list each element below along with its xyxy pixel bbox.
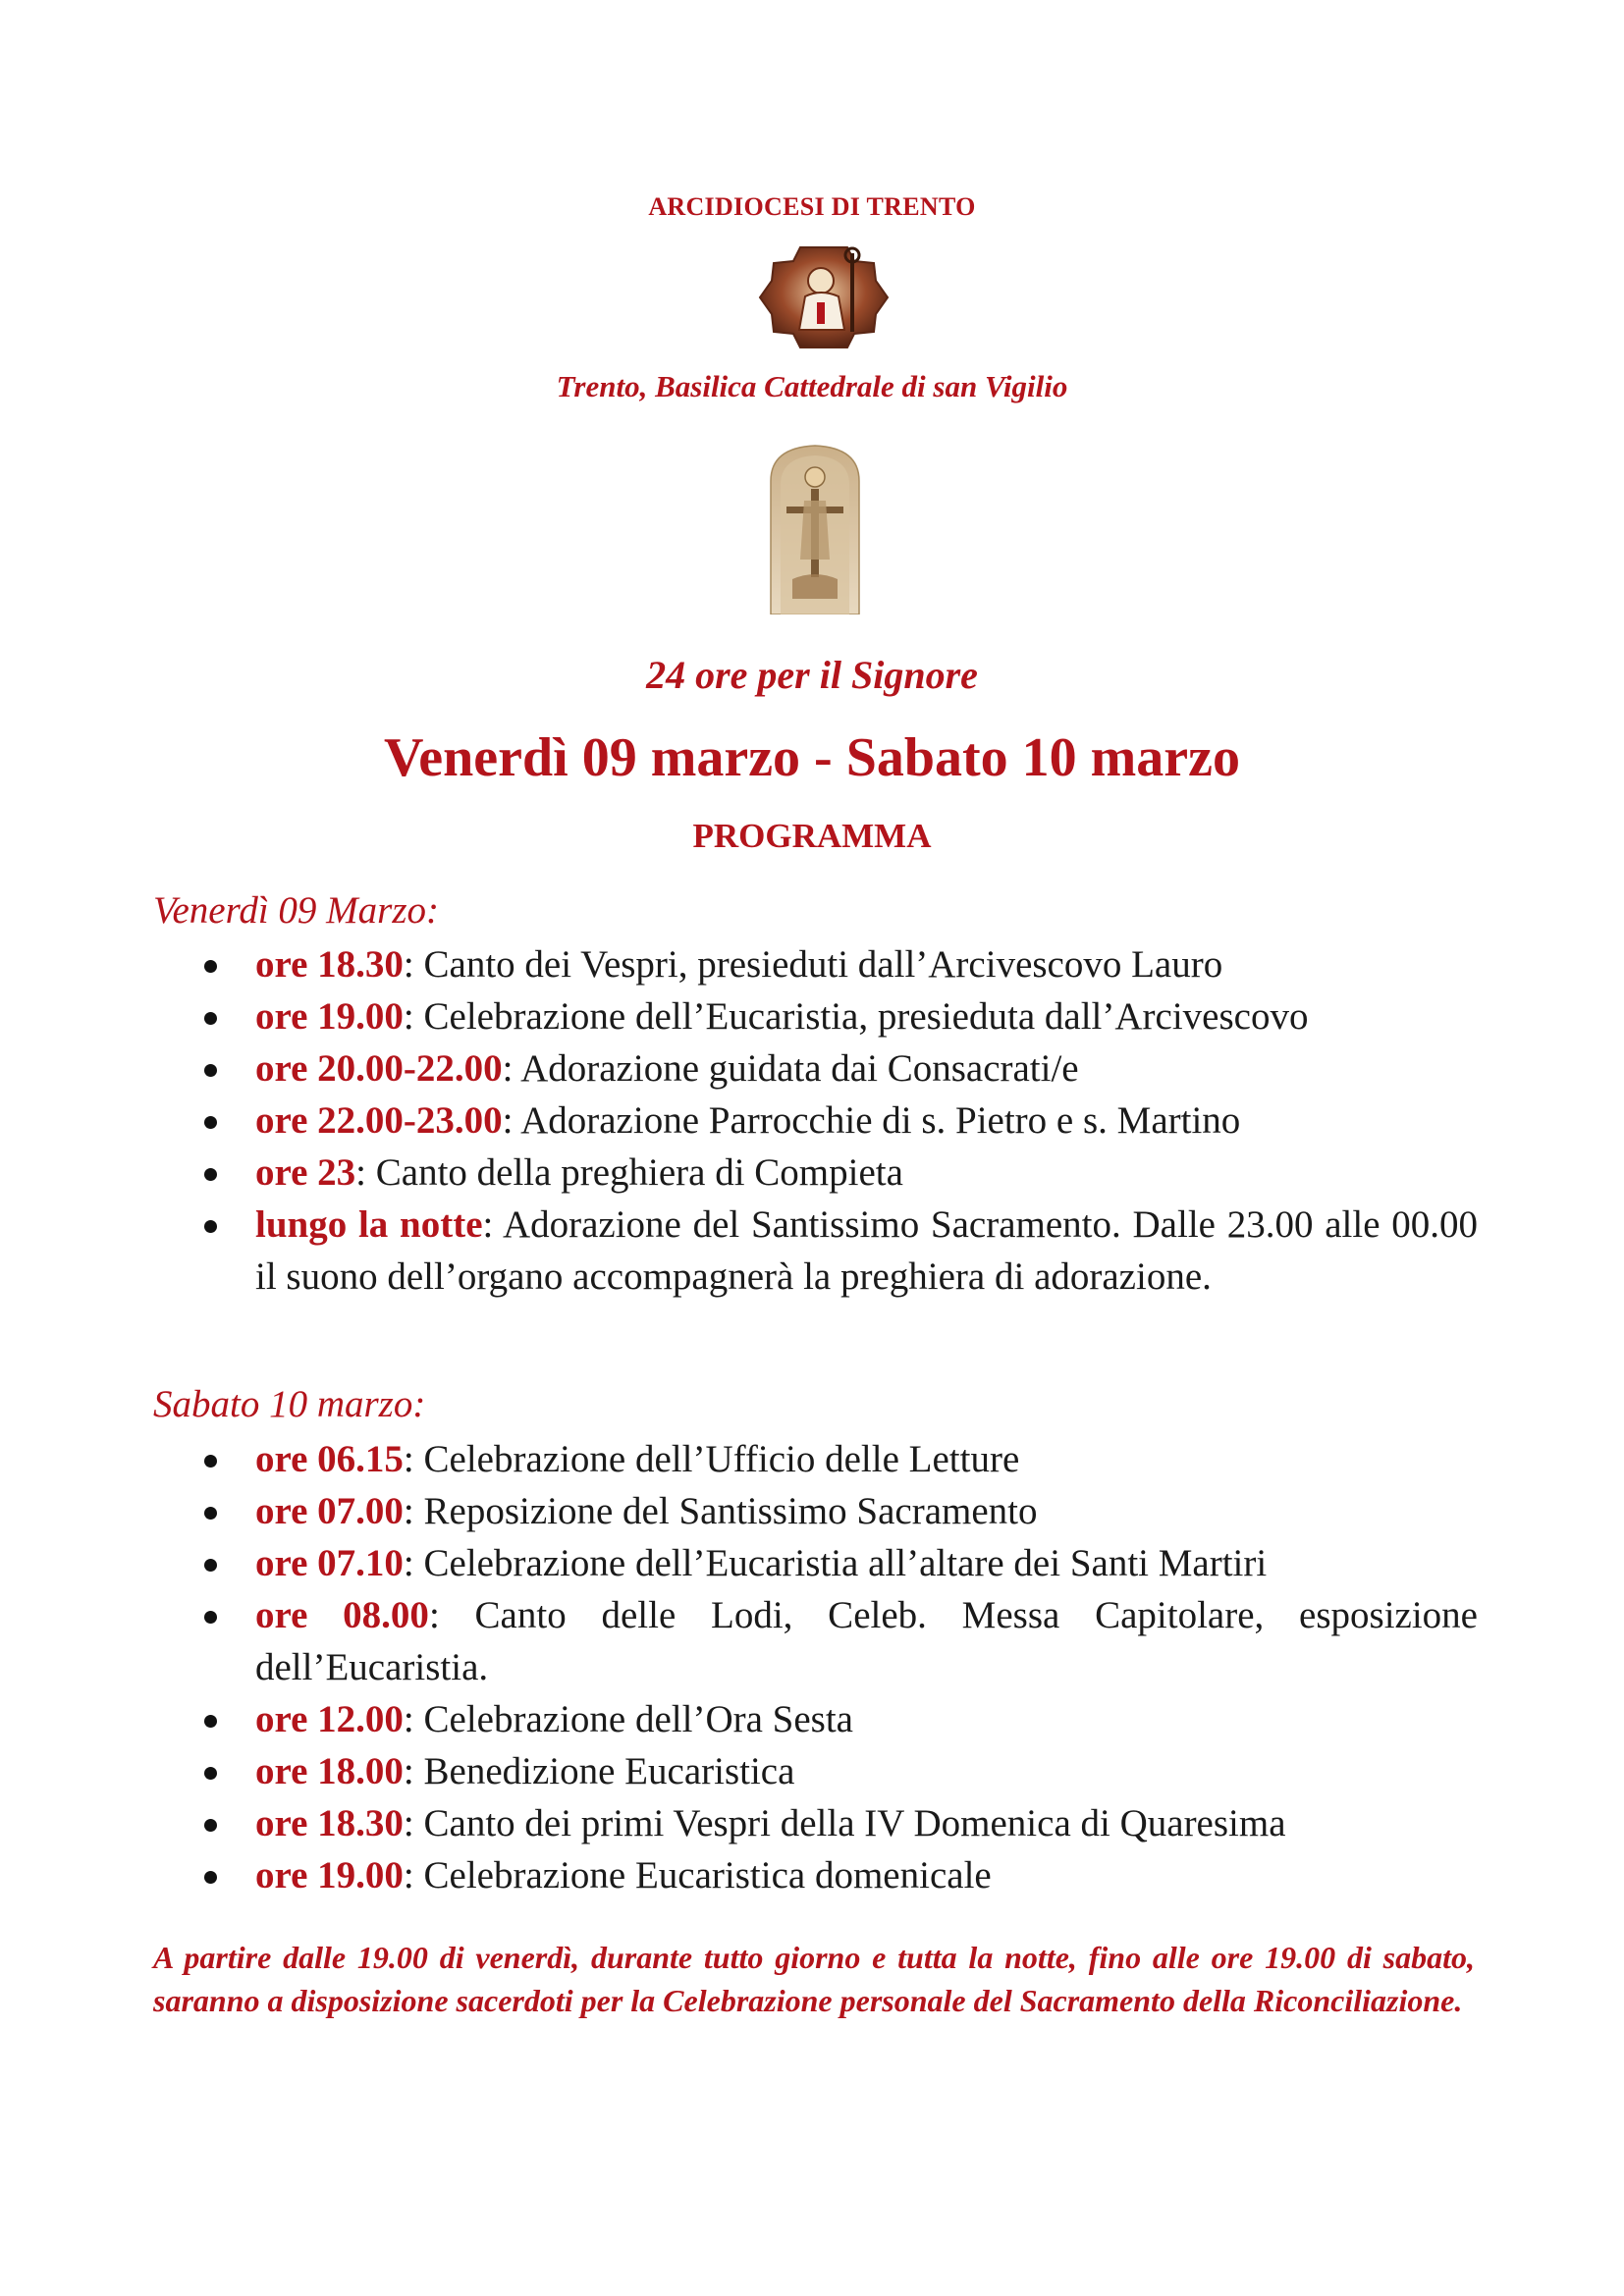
trinity-fresco-icon [765, 442, 865, 614]
program-heading: PROGRAMMA [692, 817, 932, 855]
archdiocese-name: ARCIDIOCESI DI TRENTO [648, 192, 976, 221]
schedule-text: : Reposizione del Santissimo Sacramento [403, 1490, 1038, 1532]
bullet-icon [204, 1220, 217, 1233]
schedule-time: ore 19.00 [255, 1854, 404, 1896]
schedule-time: ore 23 [255, 1151, 356, 1194]
schedule-text: : Canto della preghiera di Compieta [355, 1151, 903, 1194]
schedule-time: ore 07.00 [255, 1490, 404, 1532]
schedule-text: : Celebrazione dell’Eucaristia, presieduta dall’Arcivescovo [403, 995, 1309, 1038]
event-dates-title: Venerdì 09 marzo - Sabato 10 marzo [383, 727, 1241, 788]
day-heading-friday: Venerdì 09 Marzo: [153, 889, 440, 932]
bullet-icon [204, 1611, 217, 1624]
schedule-text: : Adorazione guidata dai Consacrati/e [502, 1047, 1079, 1090]
confession-note: A partire dalle 19.00 di venerdì, durante tutto giorno e tutta la notte, fino alle ore 19.00 di sabato, saranno a disposizione sacerdoti per la Celebrazione personale del Sacramento della Riconciliazione. [153, 1940, 1475, 2018]
bullet-icon [204, 1715, 217, 1728]
schedule-item [0, 990, 1478, 1042]
schedule-item [0, 1147, 1478, 1199]
schedule-text: : Celebrazione dell’Ora Sesta [403, 1698, 853, 1740]
schedule-text: : Celebrazione Eucaristica domenicale [403, 1854, 992, 1896]
schedule-time: ore 19.00 [255, 995, 404, 1038]
bullet-icon [204, 1559, 217, 1572]
schedule-text: : Canto dei primi Vespri della IV Domenica di Quaresima [403, 1802, 1286, 1844]
event-subtitle: 24 ore per il Signore [646, 653, 978, 697]
bullet-icon [204, 1767, 217, 1780]
bullet-icon [204, 960, 217, 973]
schedule-time: ore 07.10 [255, 1542, 404, 1584]
schedule-text: : Celebrazione dell’Eucaristia all’altare dei Santi Martiri [403, 1542, 1268, 1584]
schedule-time: ore 22.00-23.00 [255, 1099, 503, 1142]
bullet-icon [204, 1116, 217, 1129]
bullet-icon [204, 1168, 217, 1181]
schedule-item [0, 1693, 1478, 1745]
bullet-icon [204, 1012, 217, 1025]
bullet-icon [204, 1507, 217, 1520]
schedule-item [0, 1485, 1478, 1537]
bullet-icon [204, 1819, 217, 1832]
schedule-item [0, 1199, 1478, 1303]
day-heading-saturday: Sabato 10 marzo: [153, 1383, 426, 1425]
bullet-icon [204, 1455, 217, 1468]
schedule-text: : Celebrazione dell’Ufficio delle Letture [403, 1438, 1020, 1480]
schedule-time: ore 18.30 [255, 943, 404, 986]
schedule-item [0, 1797, 1478, 1849]
schedule-time: ore 08.00 [255, 1594, 429, 1636]
schedule-time: ore 06.15 [255, 1438, 404, 1480]
schedule-time: ore 20.00-22.00 [255, 1047, 503, 1090]
schedule-text: : Canto delle Lodi, Celeb. Messa Capitolare, esposizione dell’Eucaristia. [255, 1594, 1478, 1688]
archdiocese-emblem-icon [756, 241, 892, 353]
schedule-time: lungo la notte [255, 1203, 483, 1246]
schedule-item [0, 1433, 1478, 1485]
schedule-time: ore 12.00 [255, 1698, 404, 1740]
schedule-time: ore 18.30 [255, 1802, 404, 1844]
schedule-time: ore 18.00 [255, 1750, 404, 1792]
schedule-text: : Adorazione del Santissimo Sacramento. Dalle 23.00 alle 00.00 il suono dell’organo accompagnerà la preghiera di adorazione. [255, 1203, 1478, 1298]
saturday-schedule-list [0, 1433, 1624, 1901]
bullet-icon [204, 1871, 217, 1884]
schedule-item [0, 938, 1478, 990]
schedule-text: : Adorazione Parrocchie di s. Pietro e s. Martino [502, 1099, 1241, 1142]
schedule-text: : Benedizione Eucaristica [403, 1750, 795, 1792]
schedule-item [0, 1042, 1478, 1095]
schedule-item [0, 1849, 1478, 1901]
bullet-icon [204, 1064, 217, 1077]
schedule-item [0, 1537, 1478, 1589]
schedule-item [0, 1095, 1478, 1147]
friday-schedule-list [0, 938, 1624, 1303]
schedule-item [0, 1745, 1478, 1797]
place-line: Trento, Basilica Cattedrale di san Vigilio [556, 369, 1068, 403]
schedule-text: : Canto dei Vespri, presieduti dall’Arcivescovo Lauro [403, 943, 1223, 986]
schedule-item [0, 1589, 1478, 1693]
